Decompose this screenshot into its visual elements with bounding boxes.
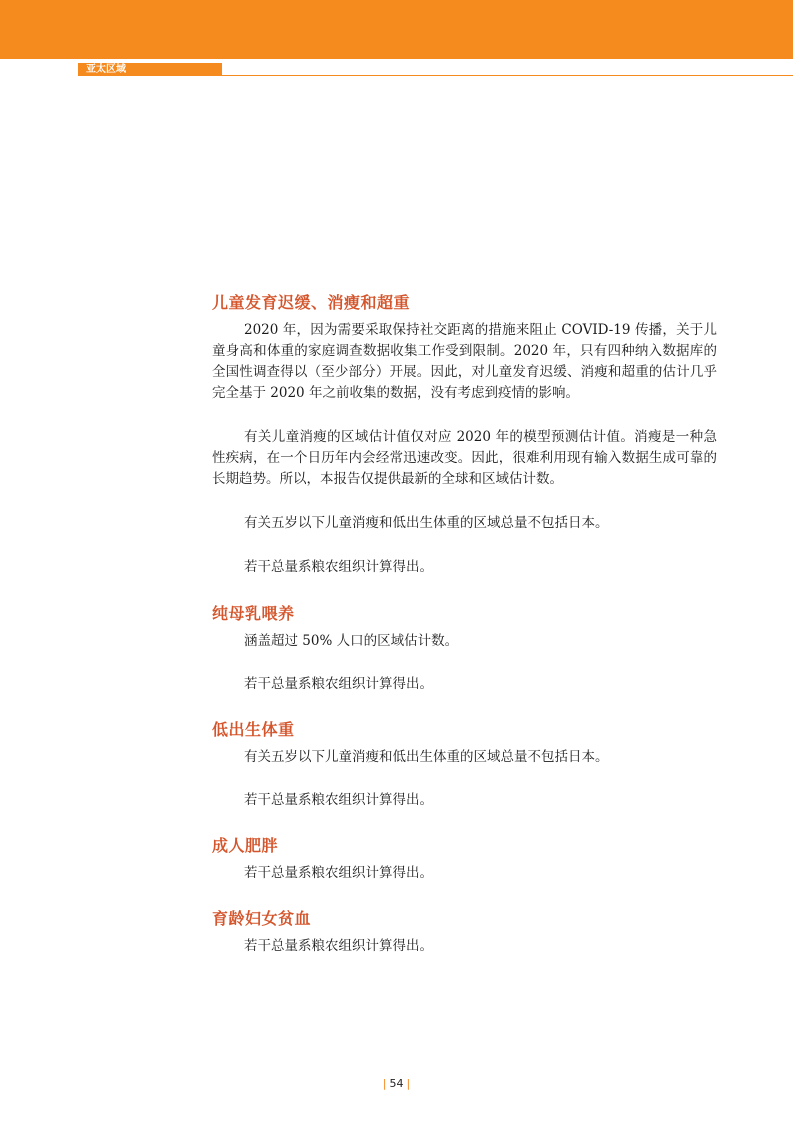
page-number	[0, 1077, 793, 1090]
paragraph: 2020 年，因为需要采取保持社交距离的措施来阻止 COVID-19 传播，关于儿童身高和体重的家庭调查数据收集工作受到限制。2020 年，只有四种纳入数据库的全国性调查得以（至少部分）开展。因此，对儿童发育迟缓、消瘦和超重的估计几乎完全基于 2020 年之前收集的数据，没有考虑到疫情的影响。	[212, 322, 717, 401]
paragraph: 若干总量系粮农组织计算得出。	[244, 792, 433, 808]
section-low-birthweight	[212, 717, 717, 811]
page-number-divider: |	[406, 1077, 411, 1090]
page-number-divider: |	[382, 1077, 387, 1090]
header-rule	[222, 75, 793, 76]
paragraph: 若干总量系粮农组织计算得出。	[244, 865, 433, 881]
section-heading: 成人肥胖	[212, 836, 279, 855]
section-heading: 低出生体重	[212, 720, 295, 739]
paragraph: 涵盖超过 50% 人口的区域估计数。	[244, 633, 459, 649]
main-content	[212, 290, 717, 979]
section-stunting-wasting-overweight	[212, 290, 717, 578]
section-heading: 纯母乳喂养	[212, 604, 295, 623]
paragraph: 有关五岁以下儿童消瘦和低出生体重的区域总量不包括日本。	[244, 749, 609, 765]
page-number-value: 54	[389, 1077, 404, 1090]
paragraph: 若干总量系粮农组织计算得出。	[244, 559, 433, 575]
section-adult-obesity	[212, 833, 717, 884]
paragraph: 若干总量系粮农组织计算得出。	[244, 938, 433, 954]
paragraph: 有关儿童消瘦的区域估计值仅对应 2020 年的模型预测估计值。消瘦是一种急性疾病，在一个日历年内会经常迅速改变。因此，很难利用现有输入数据生成可靠的长期趋势。所以，本报告仅提供最新的全球和区域估计数。	[212, 429, 717, 487]
paragraph: 若干总量系粮农组织计算得出。	[244, 676, 433, 692]
section-heading: 儿童发育迟缓、消瘦和超重	[212, 293, 411, 312]
section-heading: 育龄妇女贫血	[212, 909, 312, 928]
section-anaemia-women	[212, 906, 717, 957]
section-exclusive-breastfeeding	[212, 601, 717, 695]
header-band	[0, 0, 793, 59]
region-label: 亚太区域	[78, 63, 222, 76]
paragraph: 有关五岁以下儿童消瘦和低出生体重的区域总量不包括日本。	[244, 515, 609, 531]
